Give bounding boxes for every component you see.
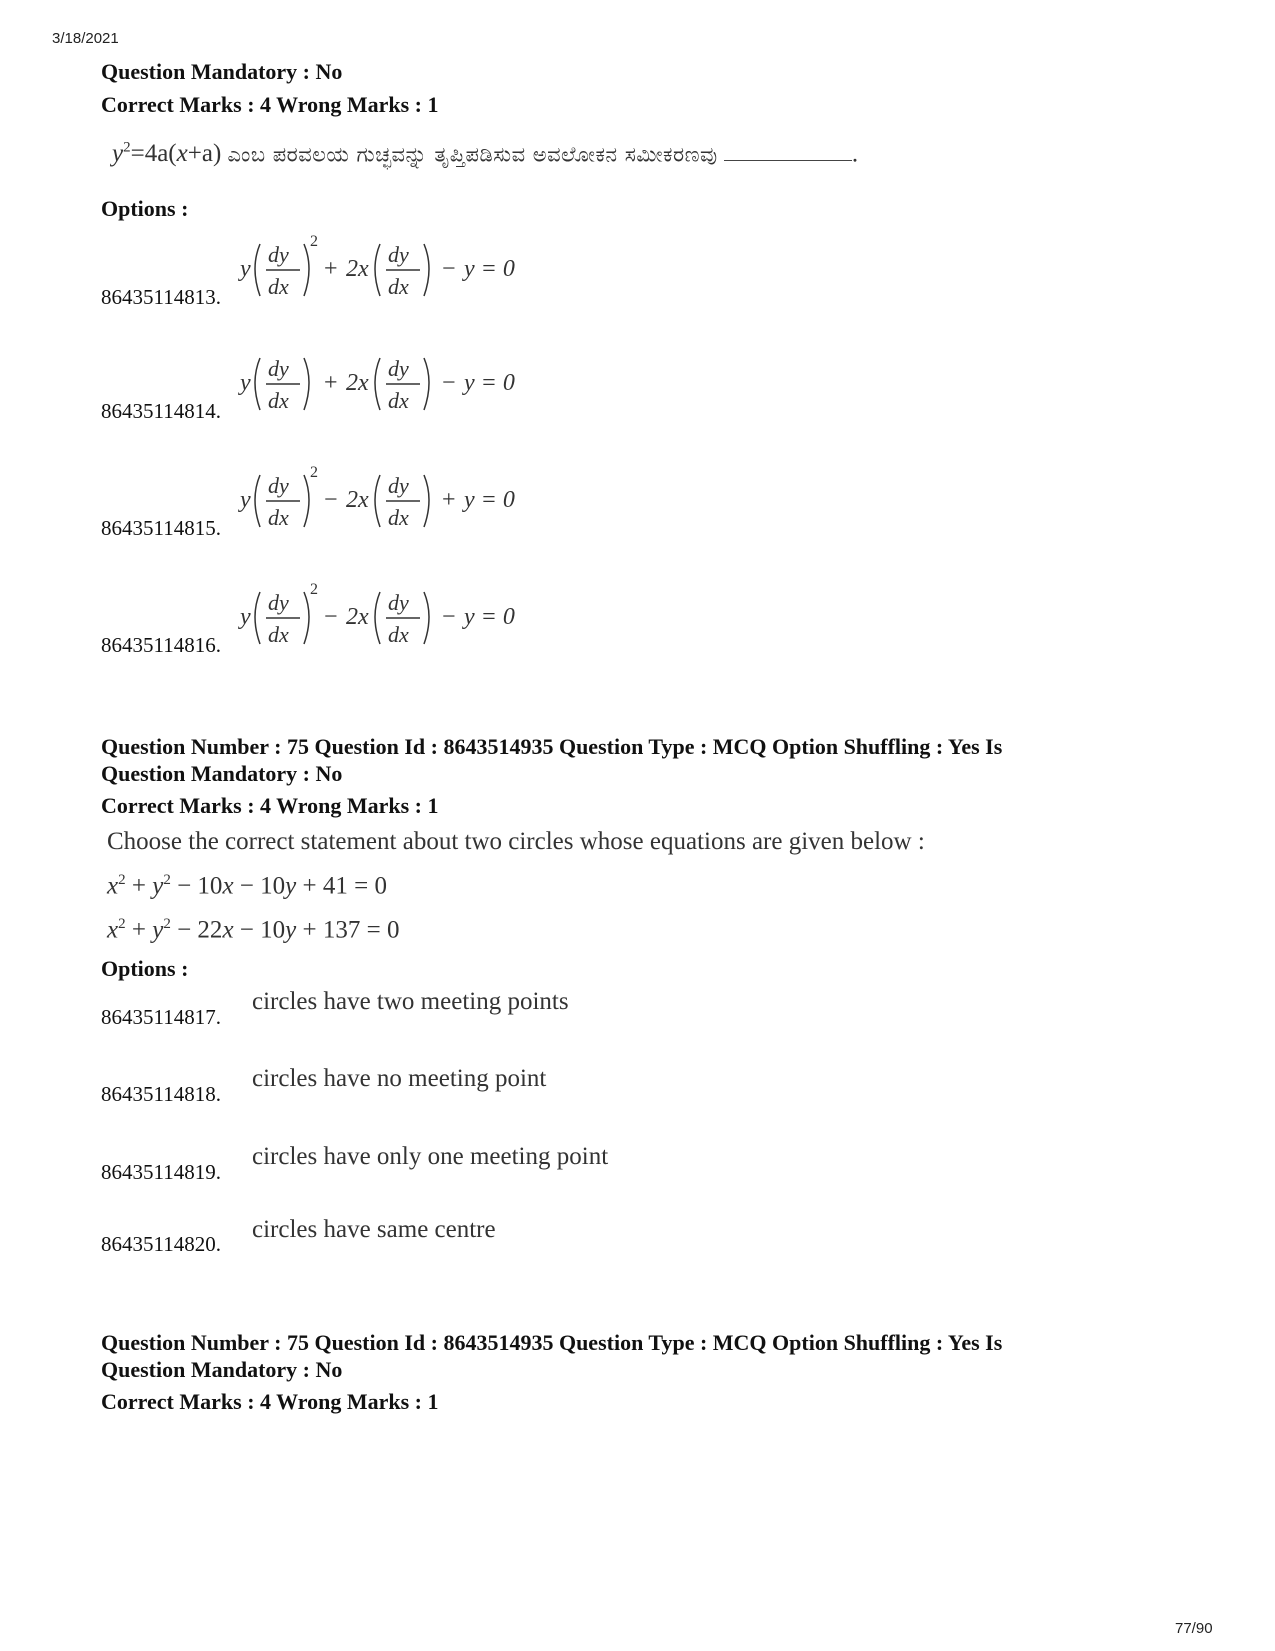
math-dy: dy [268,356,289,381]
q74-option-1-id: 86435114813. [101,285,221,309]
q75-option-3-text: circles have only one meeting point [252,1143,609,1170]
math-dy: dy [268,473,289,498]
q75-equation-2: $x^2 + y^2 - 22x - 10y + 137 = 0$ [107,916,400,944]
math-dx: dx [268,505,289,530]
left-paren [375,244,380,296]
math-y: y [240,256,251,282]
math-2x: 2x [346,256,369,282]
math-y: y [240,370,251,396]
math-minus: − [442,256,456,282]
right-paren [304,475,309,527]
q74-option-3-equation [238,457,538,537]
q74-stem-equation: $y^2=4a(x+a)$ [112,140,228,168]
q74-option-4-equation [238,574,538,654]
q75-header: Question Number : 75 Question Id : 8643514935 Question Type : MCQ Option Shuffling : Yes Is [101,734,1003,759]
q74-options-label: Options : [101,196,189,221]
right-paren [304,592,309,644]
left-paren [255,592,260,644]
math-rhs: y = 0 [464,256,515,282]
math-plus: + [442,487,456,513]
math-dy: dy [388,590,409,615]
math-dx: dx [388,505,409,530]
right-paren [424,244,429,296]
left-paren [255,244,260,296]
math-dy: dy [388,473,409,498]
q75-stem: Choose the correct statement about two circles whose equations are given below : [107,828,925,855]
math-2x: 2x [346,370,369,396]
left-paren [375,358,380,410]
math-2x: 2x [346,487,369,513]
q74-stem [112,140,858,168]
q75-option-1-text: circles have two meeting points [252,988,569,1015]
q76-mandatory: Question Mandatory : No [101,1357,343,1382]
math-dx: dx [388,622,409,647]
answer-blank [724,146,852,161]
math-dx: dx [388,388,409,413]
math-minus: − [324,487,338,513]
q74-stem-end: . [851,140,859,168]
right-paren [424,475,429,527]
math-dx: dx [268,388,289,413]
math-minus: − [442,604,456,630]
math-y: y [240,604,251,630]
q75-option-4-id: 86435114820. [101,1232,221,1256]
page-number: 77/90 [1175,1620,1213,1637]
math-dx: dx [268,274,289,299]
math-dy: dy [268,590,289,615]
math-square: 2 [310,464,318,481]
math-minus: − [324,604,338,630]
q76-marks: Correct Marks : 4 Wrong Marks : 1 [101,1389,439,1414]
q74-option-2-id: 86435114814. [101,399,221,423]
q74-option-1-equation [238,226,538,306]
q75-option-3-id: 86435114819. [101,1160,221,1184]
q75-option-4-text: circles have same centre [252,1216,496,1243]
q75-mandatory: Question Mandatory : No [101,761,343,786]
right-paren [424,358,429,410]
math-dx: dx [268,622,289,647]
math-dx: dx [388,274,409,299]
math-rhs: y = 0 [464,370,515,396]
math-dy: dy [268,242,289,267]
q75-option-2-id: 86435114818. [101,1082,221,1106]
q74-marks: Correct Marks : 4 Wrong Marks : 1 [101,92,439,117]
print-date: 3/18/2021 [52,30,119,47]
q74-option-2-equation [238,340,538,420]
math-plus: + [324,370,338,396]
math-plus: + [324,256,338,282]
q75-marks: Correct Marks : 4 Wrong Marks : 1 [101,793,439,818]
math-rhs: y = 0 [464,487,515,513]
q75-options-label: Options : [101,956,189,981]
math-square: 2 [310,233,318,250]
math-square: 2 [310,581,318,598]
math-dy: dy [388,356,409,381]
right-paren [304,358,309,410]
math-rhs: y = 0 [464,604,515,630]
left-paren [255,475,260,527]
right-paren [304,244,309,296]
left-paren [375,475,380,527]
math-2x: 2x [346,604,369,630]
math-dy: dy [388,242,409,267]
math-minus: − [442,370,456,396]
math-y: y [240,487,251,513]
q74-option-4-id: 86435114816. [101,633,221,657]
q75-option-2-text: circles have no meeting point [252,1065,547,1092]
q76-header: Question Number : 75 Question Id : 8643514935 Question Type : MCQ Option Shuffling : Yes Is [101,1330,1003,1355]
q74-stem-kannada: ಎಂಬ ಪರವಲಯ ಗುಚ್ಛವನ್ನು ತೃಪ್ತಿಪಡಿಸುವ ಅವಲೋಕನ ಸಮೀಕರಣವು [227,142,718,167]
q75-equation-1: $x^2 + y^2 - 10x - 10y + 41 = 0$ [107,872,387,900]
left-paren [375,592,380,644]
q74-option-3-id: 86435114815. [101,516,221,540]
right-paren [424,592,429,644]
left-paren [255,358,260,410]
q75-option-1-id: 86435114817. [101,1005,221,1029]
q74-mandatory: Question Mandatory : No [101,59,343,84]
